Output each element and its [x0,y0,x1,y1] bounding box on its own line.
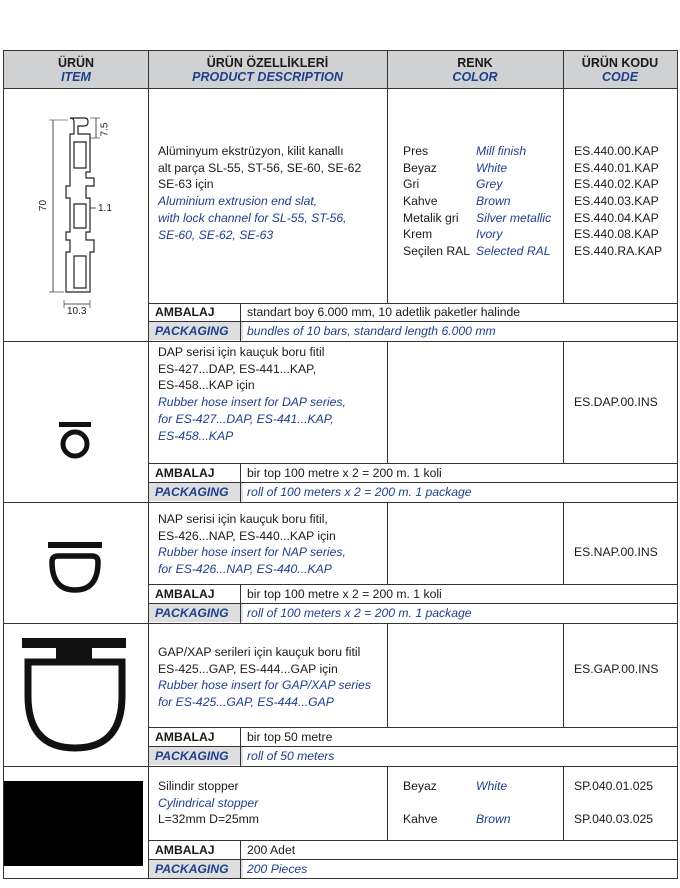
hline [148,746,678,747]
vline [563,766,564,841]
hline [148,603,678,604]
packaging-label: PACKAGING [155,606,229,620]
row2-code: ES.DAP.00.INS [574,395,658,409]
dim-wall: 1.1 [98,203,112,214]
hline [148,727,678,728]
hline [3,623,678,624]
vline [240,584,241,623]
ambalaj-value: bir top 50 metre [247,730,333,744]
end-slat-drawing [30,112,125,322]
vline [387,341,388,464]
packaging-value: roll of 50 meters [247,749,335,763]
hline [148,840,678,841]
hline [3,766,678,767]
row2-description: DAP serisi için kauçuk boru fitil ES-427...DAP, ES-441...KAP, ES-458...KAP için Rubber hose insert for DAP series, for ES-427...DAP, ES-441...KAP, ES-458...KAP [158,345,346,443]
ambalaj-value: 200 Adet [247,843,296,857]
packaging-value: 200 Pieces [247,862,308,876]
ambalaj-label: AMBALAJ [155,843,215,857]
hline [148,859,678,860]
packaging-label: PACKAGING [155,485,229,499]
hline [148,482,678,483]
nap-insert-icon [42,540,108,598]
ambalaj-value: bir top 100 metre x 2 = 200 m. 1 koli [247,587,442,601]
ambalaj-value: standart boy 6.000 mm, 10 adetlik paketler halinde [247,305,521,319]
row1-colors-en: Mill finish White Grey Brown Silver metallic Ivory Selected RAL [476,144,552,259]
dim-height: 70 [38,199,50,212]
row5-color-2-tr: Kahve [403,812,438,826]
hline [3,341,678,342]
header-code: ÜRÜN KODU CODE [581,56,659,84]
ambalaj-label: AMBALAJ [155,305,215,319]
vline [387,623,388,728]
vline [563,341,564,464]
hline [148,321,678,322]
header-item: ÜRÜN ITEM [57,56,95,84]
dim-width: 10.3 [67,306,87,317]
packaging-value: roll of 100 meters x 2 = 200 m. 1 package [247,606,472,620]
vline [240,303,241,341]
row1-colors-tr: Pres Beyaz Gri Kahve Metalik gri Krem Seçilen RAL [403,144,471,259]
vline [387,502,388,585]
row5-code-2: SP.040.03.025 [574,812,654,826]
header-description: ÜRÜN ÖZELLİKLERİ PRODUCT DESCRIPTION [192,56,343,84]
dim-top: 7.5 [99,122,111,137]
gap-insert-icon [18,636,132,758]
packaging-value: roll of 100 meters x 2 = 200 m. 1 package [247,485,472,499]
vline [563,50,564,304]
vline [240,840,241,879]
row3-description: NAP serisi için kauçuk boru fitil, ES-426...NAP, ES-440...KAP için Rubber hose insert for NAP series, for ES-426...NAP, ES-440...KAP [158,512,346,577]
vline [387,50,388,304]
row3-code: ES.NAP.00.INS [574,545,658,559]
hline [148,584,678,585]
row5-description: Silindir stopper Cylindrical stopper L=32mm D=25mm [158,779,259,827]
ambalaj-label: AMBALAJ [155,730,215,744]
row1-codes: ES.440.00.KAP ES.440.01.KAP ES.440.02.KAP ES.440.03.KAP ES.440.04.KAP ES.440.08.KAP ES.440.RA.KAP [574,144,663,259]
row5-color-1-en: White [476,779,508,793]
vline [240,727,241,766]
packaging-label: PACKAGING [155,324,229,338]
vline [563,623,564,728]
row5-code-1: SP.040.01.025 [574,779,654,793]
ambalaj-value: bir top 100 metre x 2 = 200 m. 1 koli [247,466,442,480]
row4-description: GAP/XAP serileri için kauçuk boru fitil ES-425...GAP, ES-444...GAP için Rubber hose insert for GAP/XAP series for ES-425...GAP, ES-444...GAP [158,645,371,710]
row5-color-2-en: Brown [476,812,511,826]
packaging-label: PACKAGING [155,749,229,763]
packaging-label: PACKAGING [155,862,229,876]
dap-insert-icon [55,420,95,464]
hline [148,303,678,304]
row1-description: Alüminyum ekstrüzyon, kilit kanallı alt parça SL-55, ST-56, SE-60, SE-62 SE-63 için Aluminium extrusion end slat, with lock channel for SL-55, ST-56, SE-60, SE-62, SE-63 [158,144,362,242]
hline [3,88,678,89]
hline [148,463,678,464]
header-color: RENK COLOR [452,56,498,84]
row4-code: ES.GAP.00.INS [574,662,659,676]
vline [240,463,241,502]
ambalaj-label: AMBALAJ [155,466,215,480]
stopper-image [4,781,143,866]
vline [148,50,149,879]
ambalaj-label: AMBALAJ [155,587,215,601]
row5-color-1-tr: Beyaz [403,779,437,793]
hline [3,502,678,503]
vline [387,766,388,841]
vline [563,502,564,585]
packaging-value: bundles of 10 bars, standard length 6.000 mm [247,324,496,338]
